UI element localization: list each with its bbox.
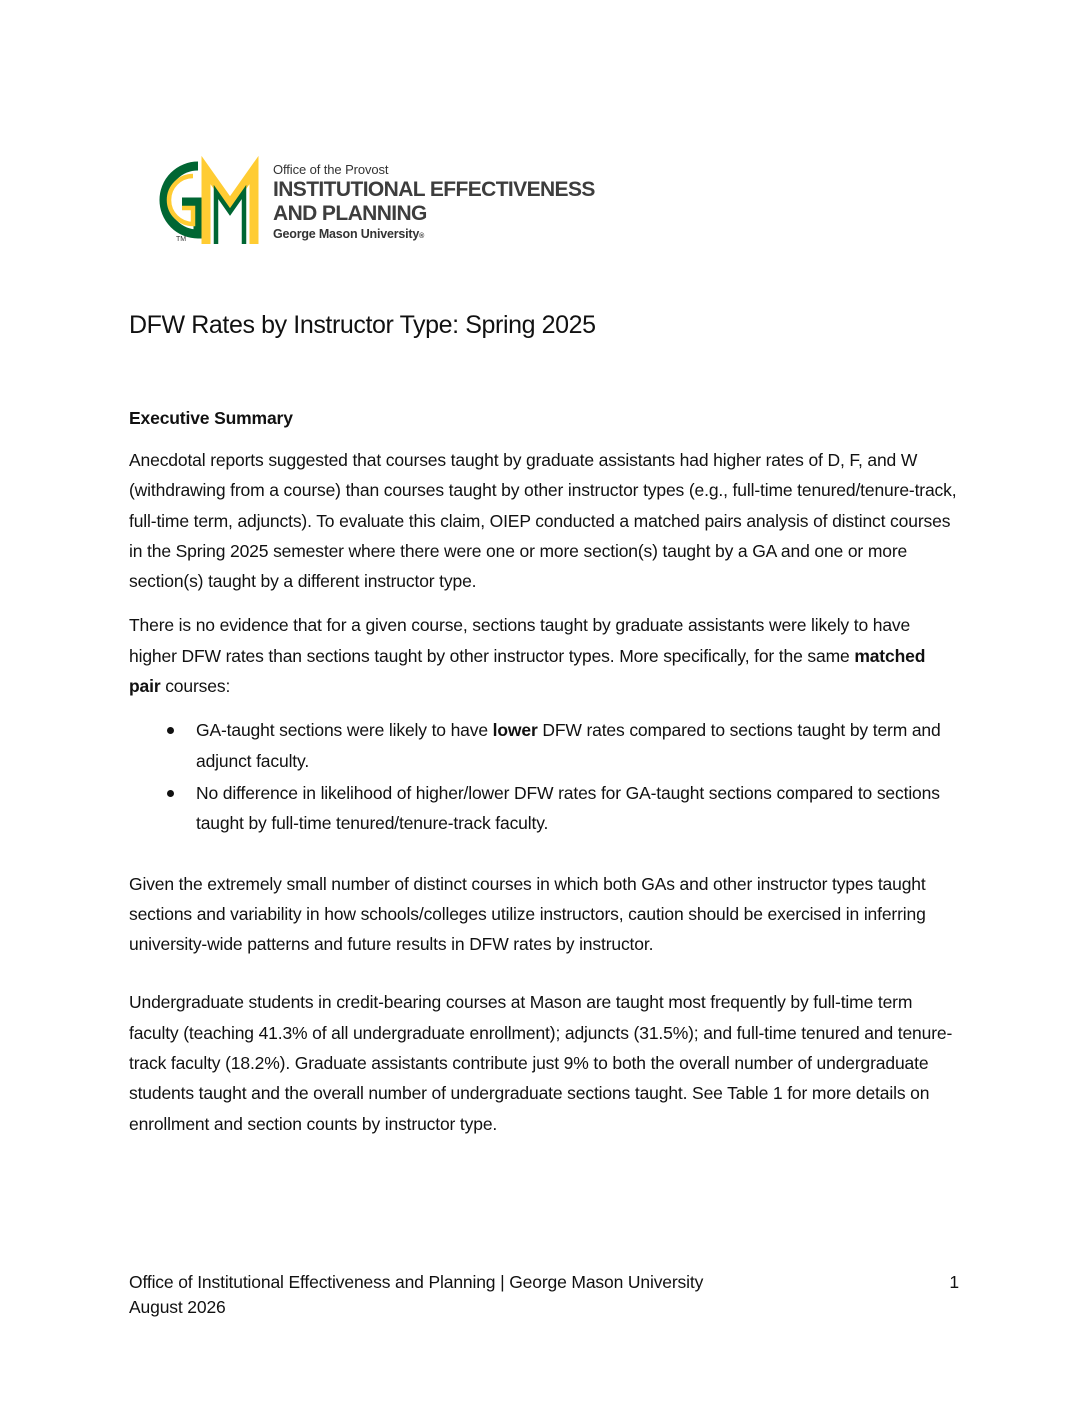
logo-unit-line-2: AND PLANNING [273, 202, 427, 225]
document-body [129, 405, 959, 1153]
logo-university-line [273, 226, 618, 245]
bullet-icon [167, 727, 174, 734]
list-item [129, 715, 959, 776]
page-number: 1 [949, 1272, 959, 1292]
bullet-text: GA-taught sections were likely to have [196, 720, 493, 741]
footer-org: Office of Institutional Effectiveness and Planning | George Mason University [129, 1272, 704, 1292]
trademark-mark: TM [176, 236, 187, 243]
bullet-text: No difference in likelihood of higher/lower DFW rates for GA-taught sections compared to sections taught by full-time tenured/tenure-track faculty. [196, 782, 940, 834]
logo-university-name: George Mason University [273, 227, 420, 241]
section-heading: Executive Summary [129, 408, 293, 428]
paragraph-caution: Given the extremely small number of distinct courses in which both GAs and other instructor types taught sections and variability in how schools/colleges utilize instructors, caution should be exercised in inferring university-wide patterns and future results in DFW rates by instructor. [129, 873, 926, 955]
page-title: DFW Rates by Instructor Type: Spring 2025 [129, 311, 596, 339]
logo-office-line: Office of the Provost [273, 162, 389, 177]
oiep-logo [146, 152, 616, 252]
findings-list [129, 715, 959, 838]
page-footer [129, 1270, 959, 1320]
footer-date: August 2026 [129, 1297, 226, 1317]
logo-wordmark [273, 162, 618, 245]
gm-monogram-icon [146, 152, 266, 248]
bullet-icon [167, 790, 174, 797]
findings-bold-term: matched pair [129, 645, 926, 697]
registered-mark: ® [419, 233, 425, 240]
paragraph-enrollment: Undergraduate students in credit-bearing courses at Mason are taught most frequently by full-time term faculty (teaching 41.3% of all undergraduate enrollment); adjuncts (31.5%); and full-time tenured and tenure-track faculty (18.2%). Graduate assistants contribute just 9% to both the overall number of undergraduate students taught and the overall number of undergraduate sections taught. See Table 1 for more details on enrollment and section counts by instructor type. [129, 992, 953, 1134]
findings-text-end: courses: [160, 676, 231, 697]
bullet-bold-term: lower [492, 720, 538, 741]
logo-unit-line-1: INSTITUTIONAL EFFECTIVENESS [273, 178, 595, 201]
list-item [129, 778, 959, 839]
paragraph-intro: Anecdotal reports suggested that courses taught by graduate assistants had higher rates of D, F, and W (withdrawing from a course) than courses taught by other instructor types (e.g., full-time tenured/tenure-track, full-time term, adjuncts). To evaluate this claim, OIEP conducted a matched pairs analysis of distinct courses in the Spring 2025 semester where there were one or more section(s) taught by a GA and one or more section(s) taught by a different instructor type. [129, 450, 957, 592]
bullet-text-end: DFW rates compared to sections taught by term and adjunct faculty. [196, 720, 941, 771]
paragraph-findings [129, 610, 959, 701]
findings-text: There is no evidence that for a given course, sections taught by graduate assistants were likely to have higher DFW rates than sections taught by other instructor types. More specifically, for the same [129, 615, 911, 666]
